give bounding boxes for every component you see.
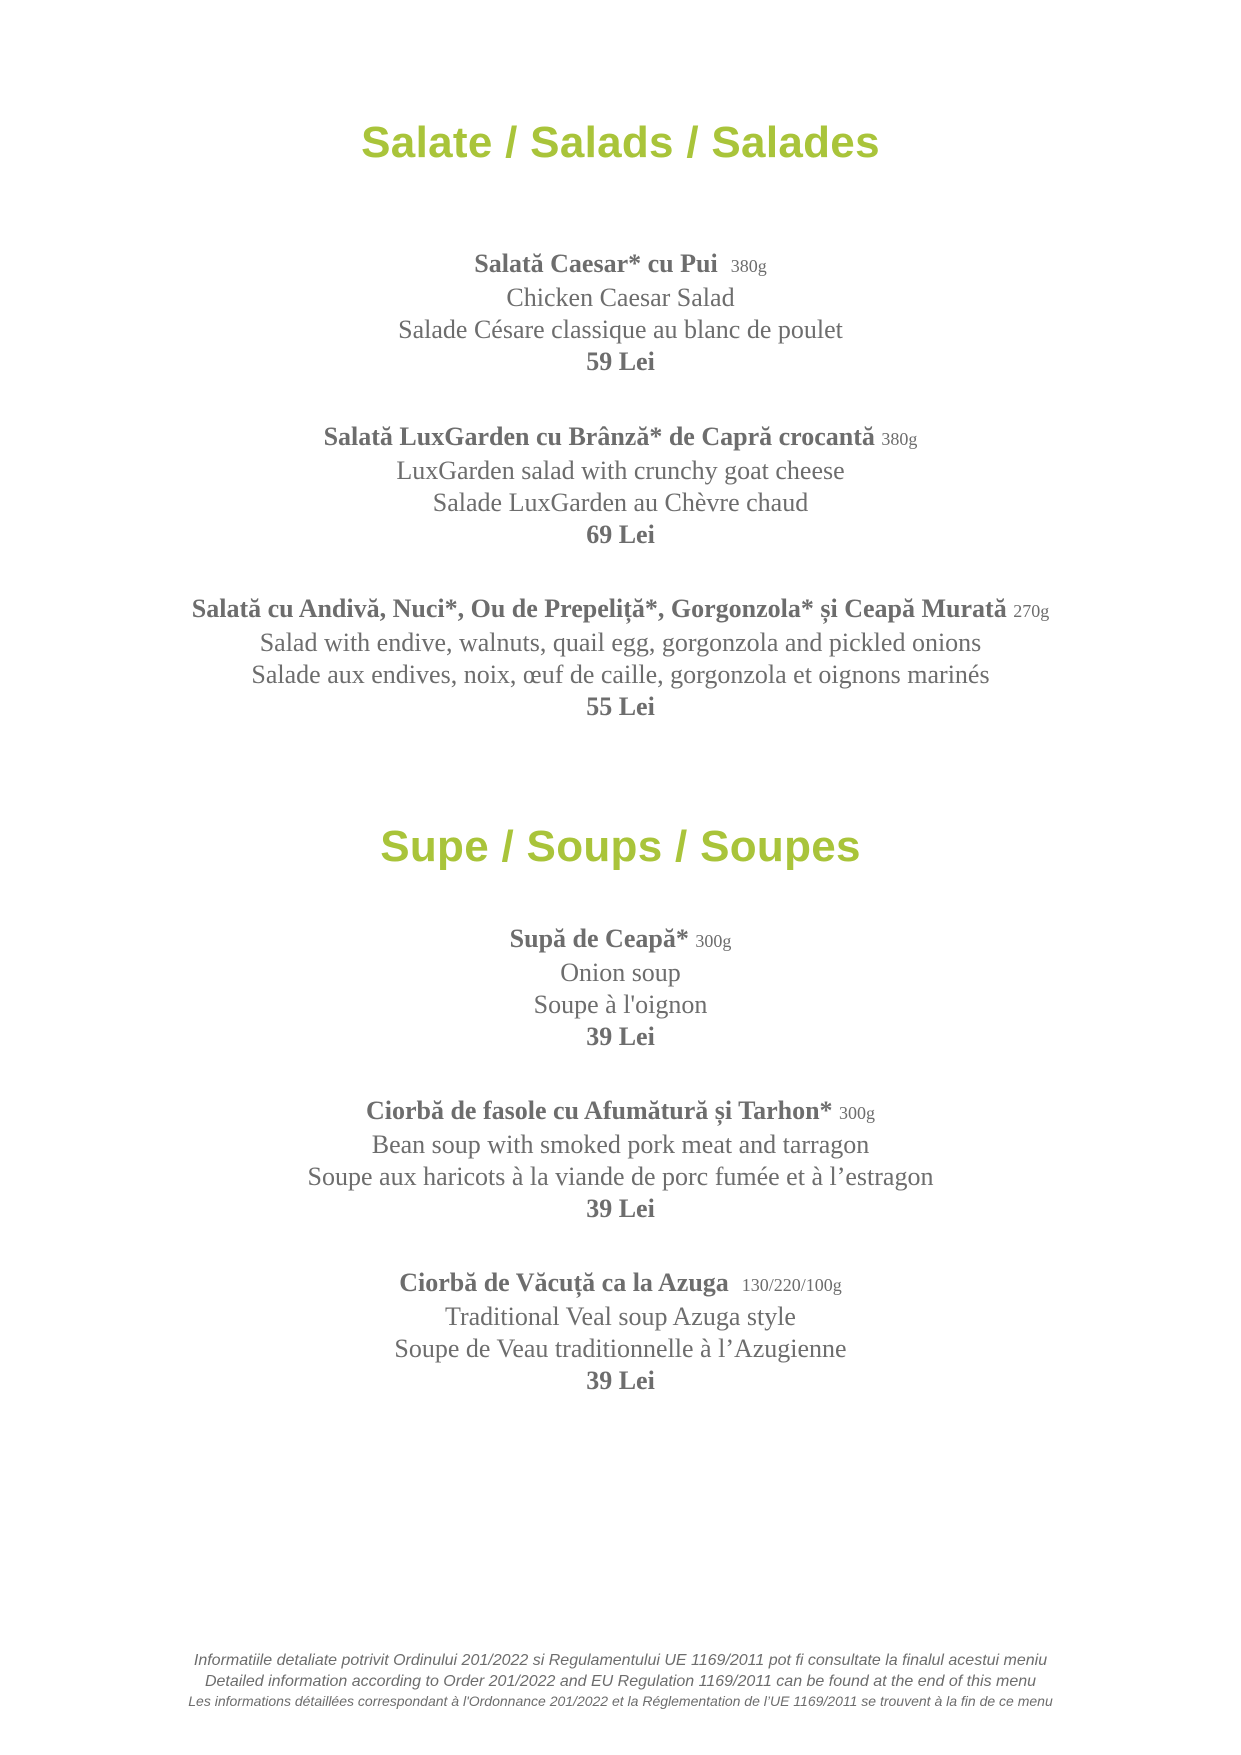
item-price: 59 Lei <box>586 347 655 376</box>
menu-item-luxgarden-salad <box>0 421 1241 551</box>
footer-note-ro: Informatiile detaliate potrivit Ordinului 201/2022 si Regulamentului UE 1169/2011 pot fi consultate la finalul acestui meniu <box>193 1652 1048 1669</box>
item-name: Salată Caesar* cu Pui <box>474 249 718 278</box>
item-description-fr: Soupe aux haricots à la viande de porc fumée et à l’estragon <box>307 1162 934 1191</box>
item-name: Salată LuxGarden cu Brânză* de Capră crocantă <box>323 422 875 451</box>
item-weight: 130/220/100g <box>741 1275 842 1295</box>
item-weight: 300g <box>839 1103 876 1123</box>
item-weight: 300g <box>695 931 732 951</box>
item-description-en: Chicken Caesar Salad <box>506 283 735 312</box>
item-description-fr: Salade aux endives, noix, œuf de caille, gorgonzola et oignons marinés <box>251 660 990 689</box>
allergen-footer-note <box>0 1650 1241 1711</box>
section-heading-soups: Supe / Soups / Soupes <box>380 822 861 871</box>
item-description-en: Salad with endive, walnuts, quail egg, gorgonzola and pickled onions <box>259 628 982 657</box>
menu-item-onion-soup <box>0 923 1241 1053</box>
item-description-fr: Soupe à l'oignon <box>533 990 708 1019</box>
item-name: Salată cu Andivă, Nuci*, Ou de Prepeliță*, Gorgonzola* și Ceapă Murată <box>191 594 1007 623</box>
footer-note-fr: Les informations détaillées correspondant à l'Ordonnance 201/2022 et la Réglementation de l’UE 1169/2011 se trouvent à la fin de ce menu <box>188 1693 1053 1709</box>
footer-note-en: Detailed information according to Order 201/2022 and EU Regulation 1169/2011 can be found at the end of this menu <box>204 1673 1037 1690</box>
menu-item-veal-soup <box>0 1267 1241 1397</box>
item-weight: 380g <box>730 256 767 276</box>
item-description-fr: Soupe de Veau traditionnelle à l’Azugienne <box>394 1334 847 1363</box>
item-price: 39 Lei <box>586 1366 655 1395</box>
item-price: 69 Lei <box>586 520 655 549</box>
item-description-fr: Salade LuxGarden au Chèvre chaud <box>432 488 809 517</box>
item-description-en: Onion soup <box>560 958 681 987</box>
item-description-en: LuxGarden salad with crunchy goat cheese <box>396 456 845 485</box>
item-description-en: Traditional Veal soup Azuga style <box>445 1302 796 1331</box>
item-price: 39 Lei <box>586 1022 655 1051</box>
menu-item-caesar-salad <box>0 248 1241 378</box>
item-description-en: Bean soup with smoked pork meat and tarragon <box>371 1130 870 1159</box>
item-name: Ciorbă de Văcuță ca la Azuga <box>399 1268 729 1297</box>
item-price: 39 Lei <box>586 1194 655 1223</box>
item-weight: 380g <box>881 429 918 449</box>
item-description-fr: Salade Césare classique au blanc de poulet <box>398 315 843 344</box>
item-weight: 270g <box>1013 601 1050 621</box>
item-price: 55 Lei <box>586 692 655 721</box>
menu-item-bean-soup <box>0 1095 1241 1225</box>
section-heading-salads: Salate / Salads / Salades <box>361 118 880 167</box>
item-name: Ciorbă de fasole cu Afumătură și Tarhon* <box>365 1096 833 1125</box>
item-name: Supă de Ceapă* <box>509 924 689 953</box>
menu-item-endive-salad <box>0 593 1241 723</box>
